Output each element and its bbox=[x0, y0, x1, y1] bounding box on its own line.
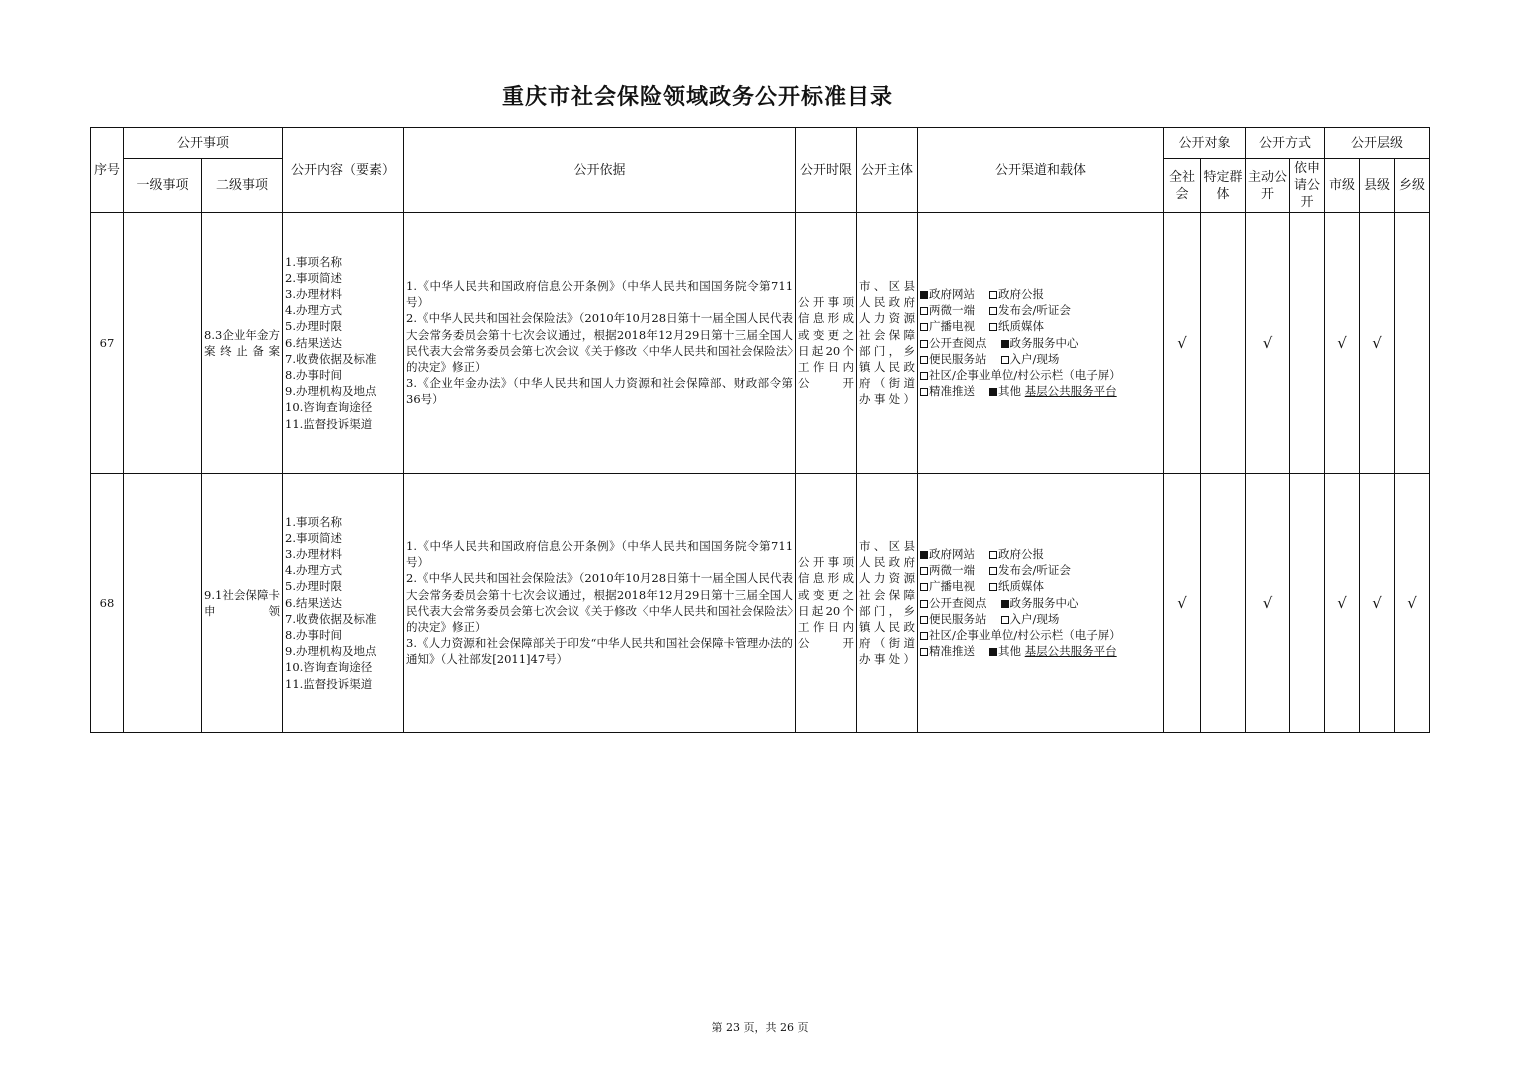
empty-box-icon bbox=[920, 567, 928, 575]
basis-item: 2.《中华人民共和国社会保险法》（2010年10月28日第十一届全国人民代表大会常务委员会第十七次会议通过，根据2018年12月29日第十三届全国人民代表大会常务委员会第七次会议《关于修改〈中华人民共和国社会保险法〉的决定》修正） bbox=[406, 311, 794, 374]
channel-line bbox=[920, 367, 1161, 383]
page-footer: 第 23 页，共 26 页 bbox=[711, 1021, 809, 1034]
content-element: 7.收费依据及标准 bbox=[285, 611, 377, 626]
row-l-county-mark: √ bbox=[1360, 213, 1395, 474]
empty-box-icon bbox=[920, 340, 928, 348]
header-content: 公开内容（要素） bbox=[283, 128, 404, 213]
channel-line bbox=[920, 595, 1161, 611]
content-element: 5.办理时限 bbox=[285, 579, 342, 594]
channel-line bbox=[920, 578, 1161, 594]
header-m-request: 依申请公开 bbox=[1290, 159, 1325, 213]
channel-label: 精准推送 bbox=[929, 644, 976, 659]
checked-box-icon bbox=[1001, 340, 1009, 348]
row-aud-all-mark: √ bbox=[1164, 213, 1201, 474]
channel-other-value: 基层公共服务平台 bbox=[1024, 384, 1117, 399]
channel-line bbox=[920, 302, 1161, 318]
row-time-limit: 公开事项信息形成或变更之日起20个工作日内公开 bbox=[796, 213, 857, 474]
basis-item: 2.《中华人民共和国社会保险法》（2010年10月28日第十一届全国人民代表大会常务委员会第十七次会议通过，根据2018年12月29日第十三届全国人民代表大会常务委员会第七次会议《关于修改〈中华人民共和国社会保险法〉的决定》修正） bbox=[406, 571, 794, 634]
content-element: 3.办理材料 bbox=[285, 547, 342, 562]
channel-label: 便民服务站 bbox=[929, 351, 987, 366]
row-level2: 9.1社会保障卡申领 bbox=[202, 473, 283, 733]
content-element: 1.事项名称 bbox=[285, 254, 342, 269]
header-level1: 一级事项 bbox=[124, 159, 202, 213]
checked-box-icon bbox=[1001, 600, 1009, 608]
content-element: 7.收费依据及标准 bbox=[285, 351, 377, 366]
content-element: 3.办理材料 bbox=[285, 287, 342, 302]
channel-other-value: 基层公共服务平台 bbox=[1024, 644, 1117, 659]
channel-line bbox=[920, 643, 1161, 659]
row-content bbox=[283, 213, 404, 474]
content-element: 1.事项名称 bbox=[285, 514, 342, 529]
empty-box-icon bbox=[920, 388, 928, 396]
empty-box-icon bbox=[920, 307, 928, 315]
header-aud-all: 全社会 bbox=[1164, 159, 1201, 213]
channel-label: 入户/现场 bbox=[1009, 351, 1060, 366]
header-basis: 公开依据 bbox=[404, 128, 796, 213]
empty-box-icon bbox=[1001, 356, 1009, 364]
channel-label: 政府网站 bbox=[929, 547, 976, 562]
row-time-limit: 公开事项信息形成或变更之日起20个工作日内公开 bbox=[796, 473, 857, 733]
empty-box-icon bbox=[920, 356, 928, 364]
channel-label: 社区/企事业单位/村公示栏（电子屏） bbox=[929, 628, 1121, 643]
header-seq: 序号 bbox=[91, 128, 124, 213]
basis-item: 1.《中华人民共和国政府信息公开条例》（中华人民共和国国务院令第711号） bbox=[406, 538, 794, 570]
header-l-town: 乡级 bbox=[1395, 159, 1430, 213]
channel-label: 入户/现场 bbox=[1009, 611, 1060, 626]
channel-line bbox=[920, 335, 1161, 351]
row-subject: 市、区县人民政府人力资源社会保障部门，乡镇人民政府（街道办事处） bbox=[857, 213, 918, 474]
channel-line bbox=[920, 318, 1161, 334]
content-element: 8.办事时间 bbox=[285, 628, 342, 643]
row-aud-group-mark bbox=[1201, 213, 1246, 474]
row-level2: 8.3企业年金方案终止备案 bbox=[202, 213, 283, 474]
content-element: 2.事项简述 bbox=[285, 530, 342, 545]
row-seq: 68 bbox=[91, 473, 124, 733]
empty-box-icon bbox=[920, 632, 928, 640]
empty-box-icon bbox=[920, 323, 928, 331]
checked-box-icon bbox=[989, 388, 997, 396]
channel-label: 其他 bbox=[998, 384, 1022, 399]
channel-line bbox=[920, 546, 1161, 562]
row-m-request-mark bbox=[1290, 213, 1325, 474]
content-element: 4.办理方式 bbox=[285, 563, 342, 578]
channel-label: 纸质媒体 bbox=[998, 319, 1045, 334]
channel-label: 其他 bbox=[998, 644, 1022, 659]
header-aud-group: 特定群体 bbox=[1201, 159, 1246, 213]
content-element: 9.办理机构及地点 bbox=[285, 384, 377, 399]
channel-label: 纸质媒体 bbox=[998, 579, 1045, 594]
empty-box-icon bbox=[1001, 616, 1009, 624]
basis-item: 3.《企业年金办法》（中华人民共和国人力资源和社会保障部、财政部令第36号） bbox=[406, 376, 794, 407]
header-item: 公开事项 bbox=[124, 128, 283, 159]
row-l-city-mark: √ bbox=[1325, 213, 1360, 474]
row-l-city-mark: √ bbox=[1325, 473, 1360, 733]
row-m-active-mark: √ bbox=[1246, 473, 1290, 733]
empty-box-icon bbox=[920, 372, 928, 380]
content-element: 9.办理机构及地点 bbox=[285, 644, 377, 659]
basis-item: 3.《人力资源和社会保障部关于印发“中华人民共和国社会保障卡管理办法的通知》（人社部发[2011]47号） bbox=[406, 636, 794, 667]
header-level: 公开层级 bbox=[1325, 128, 1430, 159]
channel-label: 政府网站 bbox=[929, 287, 976, 302]
content-element: 5.办理时限 bbox=[285, 319, 342, 334]
table-row bbox=[91, 473, 1430, 733]
basis-item: 1.《中华人民共和国政府信息公开条例》（中华人民共和国国务院令第711号） bbox=[406, 278, 794, 310]
header-l-city: 市级 bbox=[1325, 159, 1360, 213]
channel-label: 政府公报 bbox=[998, 547, 1045, 562]
row-l-town-mark: √ bbox=[1395, 473, 1430, 733]
row-m-request-mark bbox=[1290, 473, 1325, 733]
row-channels bbox=[918, 213, 1164, 474]
channel-line bbox=[920, 286, 1161, 302]
channel-label: 政务服务中心 bbox=[1009, 335, 1079, 350]
content-element: 6.结果送达 bbox=[285, 595, 342, 610]
row-level1 bbox=[124, 213, 202, 474]
channel-label: 广播电视 bbox=[929, 579, 976, 594]
empty-box-icon bbox=[920, 648, 928, 656]
empty-box-icon bbox=[920, 583, 928, 591]
row-basis bbox=[404, 213, 796, 474]
row-seq: 67 bbox=[91, 213, 124, 474]
table-row bbox=[91, 213, 1430, 474]
channel-line bbox=[920, 562, 1161, 578]
checked-box-icon bbox=[989, 648, 997, 656]
channel-label: 精准推送 bbox=[929, 384, 976, 399]
empty-box-icon bbox=[920, 600, 928, 608]
channel-line bbox=[920, 611, 1161, 627]
content-element: 8.办事时间 bbox=[285, 368, 342, 383]
empty-box-icon bbox=[989, 583, 997, 591]
content-element: 10.咨询查询途径 bbox=[285, 400, 373, 415]
channel-label: 公开查阅点 bbox=[929, 335, 987, 350]
row-basis bbox=[404, 473, 796, 733]
channel-label: 广播电视 bbox=[929, 319, 976, 334]
content-element: 2.事项简述 bbox=[285, 270, 342, 285]
header-level2: 二级事项 bbox=[202, 159, 283, 213]
header-l-county: 县级 bbox=[1360, 159, 1395, 213]
row-m-active-mark: √ bbox=[1246, 213, 1290, 474]
content-element: 6.结果送达 bbox=[285, 335, 342, 350]
content-element: 4.办理方式 bbox=[285, 303, 342, 318]
row-content bbox=[283, 473, 404, 733]
header-m-active: 主动公开 bbox=[1246, 159, 1290, 213]
header-subject: 公开主体 bbox=[857, 128, 918, 213]
channel-label: 发布会/听证会 bbox=[998, 303, 1071, 318]
channel-line bbox=[920, 351, 1161, 367]
content-element: 10.咨询查询途径 bbox=[285, 660, 373, 675]
catalog-table bbox=[90, 127, 1430, 733]
empty-box-icon bbox=[989, 291, 997, 299]
row-channels bbox=[918, 473, 1164, 733]
checked-box-icon bbox=[920, 291, 928, 299]
row-level1 bbox=[124, 473, 202, 733]
empty-box-icon bbox=[989, 567, 997, 575]
content-element: 11.监督投诉渠道 bbox=[285, 676, 373, 691]
channel-line bbox=[920, 383, 1161, 399]
header-audience: 公开对象 bbox=[1164, 128, 1246, 159]
header-time-limit: 公开时限 bbox=[796, 128, 857, 213]
channel-label: 政府公报 bbox=[998, 287, 1045, 302]
channel-label: 政务服务中心 bbox=[1009, 595, 1079, 610]
checked-box-icon bbox=[920, 551, 928, 559]
row-aud-all-mark: √ bbox=[1164, 473, 1201, 733]
row-l-town-mark bbox=[1395, 213, 1430, 474]
channel-label: 社区/企事业单位/村公示栏（电子屏） bbox=[929, 368, 1121, 383]
empty-box-icon bbox=[989, 307, 997, 315]
content-element: 11.监督投诉渠道 bbox=[285, 416, 373, 431]
row-aud-group-mark bbox=[1201, 473, 1246, 733]
channel-line bbox=[920, 627, 1161, 643]
channel-label: 公开查阅点 bbox=[929, 595, 987, 610]
row-l-county-mark: √ bbox=[1360, 473, 1395, 733]
header-channel: 公开渠道和载体 bbox=[918, 128, 1164, 213]
channel-label: 两微一端 bbox=[929, 303, 976, 318]
channel-label: 两微一端 bbox=[929, 563, 976, 578]
page-title: 重庆市社会保险领域政务公开标准目录 bbox=[501, 84, 893, 110]
empty-box-icon bbox=[920, 616, 928, 624]
header-method: 公开方式 bbox=[1246, 128, 1325, 159]
empty-box-icon bbox=[989, 551, 997, 559]
channel-label: 便民服务站 bbox=[929, 611, 987, 626]
empty-box-icon bbox=[989, 323, 997, 331]
channel-label: 发布会/听证会 bbox=[998, 563, 1071, 578]
row-subject: 市、区县人民政府人力资源社会保障部门，乡镇人民政府（街道办事处） bbox=[857, 473, 918, 733]
